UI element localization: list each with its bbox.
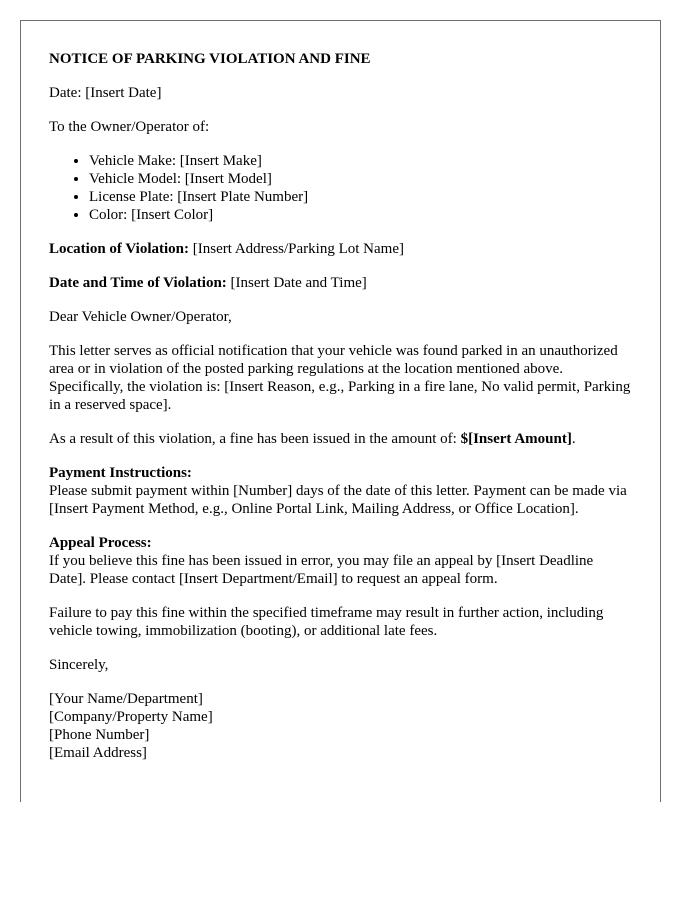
violation-datetime-value: [Insert Date and Time] — [226, 275, 367, 291]
list-item: • Vehicle Model: [Insert Model] — [89, 170, 632, 188]
letter-title: NOTICE OF PARKING VIOLATION AND FINE — [49, 51, 371, 67]
appeal-heading: Appeal Process: — [49, 535, 152, 551]
signature-line: [Phone Number] — [49, 727, 150, 743]
body-paragraph: This letter serves as official notification that your vehicle was found parked in an unauthorized area or in violation of the posted parking regulations at the location mentioned above. Specifically, the violation is: [Insert Reason, e.g., Parking in a fire lane, No valid permit, Parking in a reserved space]. — [49, 343, 631, 413]
fine-prefix: As a result of this violation, a fine has been issued in the amount of: — [49, 431, 461, 447]
payment-section — [49, 464, 632, 518]
violation-datetime — [49, 274, 632, 292]
payment-text: Please submit payment within [Number] days of the date of this letter. Payment can be made via [Insert Payment Method, e.g., Online Portal Link, Mailing Address, or Office Location]. — [49, 483, 627, 517]
list-item: • License Plate: [Insert Plate Number] — [89, 188, 632, 206]
payment-heading: Payment Instructions: — [49, 465, 192, 481]
violation-location — [49, 240, 632, 258]
signature-line: [Email Address] — [49, 745, 147, 761]
violation-datetime-label: Date and Time of Violation: — [49, 275, 227, 291]
fine-amount: $[Insert Amount] — [460, 431, 572, 447]
letter-page — [20, 20, 661, 802]
date-line: Date: [Insert Date] — [49, 85, 162, 101]
vehicle-details-list — [49, 152, 632, 224]
violation-location-label: Location of Violation: — [49, 241, 190, 257]
list-item: • Color: [Insert Color] — [89, 206, 632, 224]
closing: Sincerely, — [49, 657, 109, 673]
signature-line: [Your Name/Department] — [49, 691, 203, 707]
appeal-section — [49, 534, 632, 588]
addressee-line: To the Owner/Operator of: — [49, 119, 210, 135]
signature-block — [49, 690, 632, 762]
signature-line: [Company/Property Name] — [49, 709, 213, 725]
fine-suffix: . — [571, 431, 576, 447]
list-item: • Vehicle Make: [Insert Make] — [89, 152, 632, 170]
warning-paragraph: Failure to pay this fine within the specified timeframe may result in further action, including vehicle towing, immobilization (booting), or additional late fees. — [49, 605, 604, 639]
appeal-text: If you believe this fine has been issued in error, you may file an appeal by [Insert Deadline Date]. Please contact [Insert Department/Email] to request an appeal form. — [49, 553, 594, 587]
fine-paragraph — [49, 430, 632, 448]
salutation: Dear Vehicle Owner/Operator, — [49, 309, 232, 325]
violation-location-value: [Insert Address/Parking Lot Name] — [189, 241, 404, 257]
